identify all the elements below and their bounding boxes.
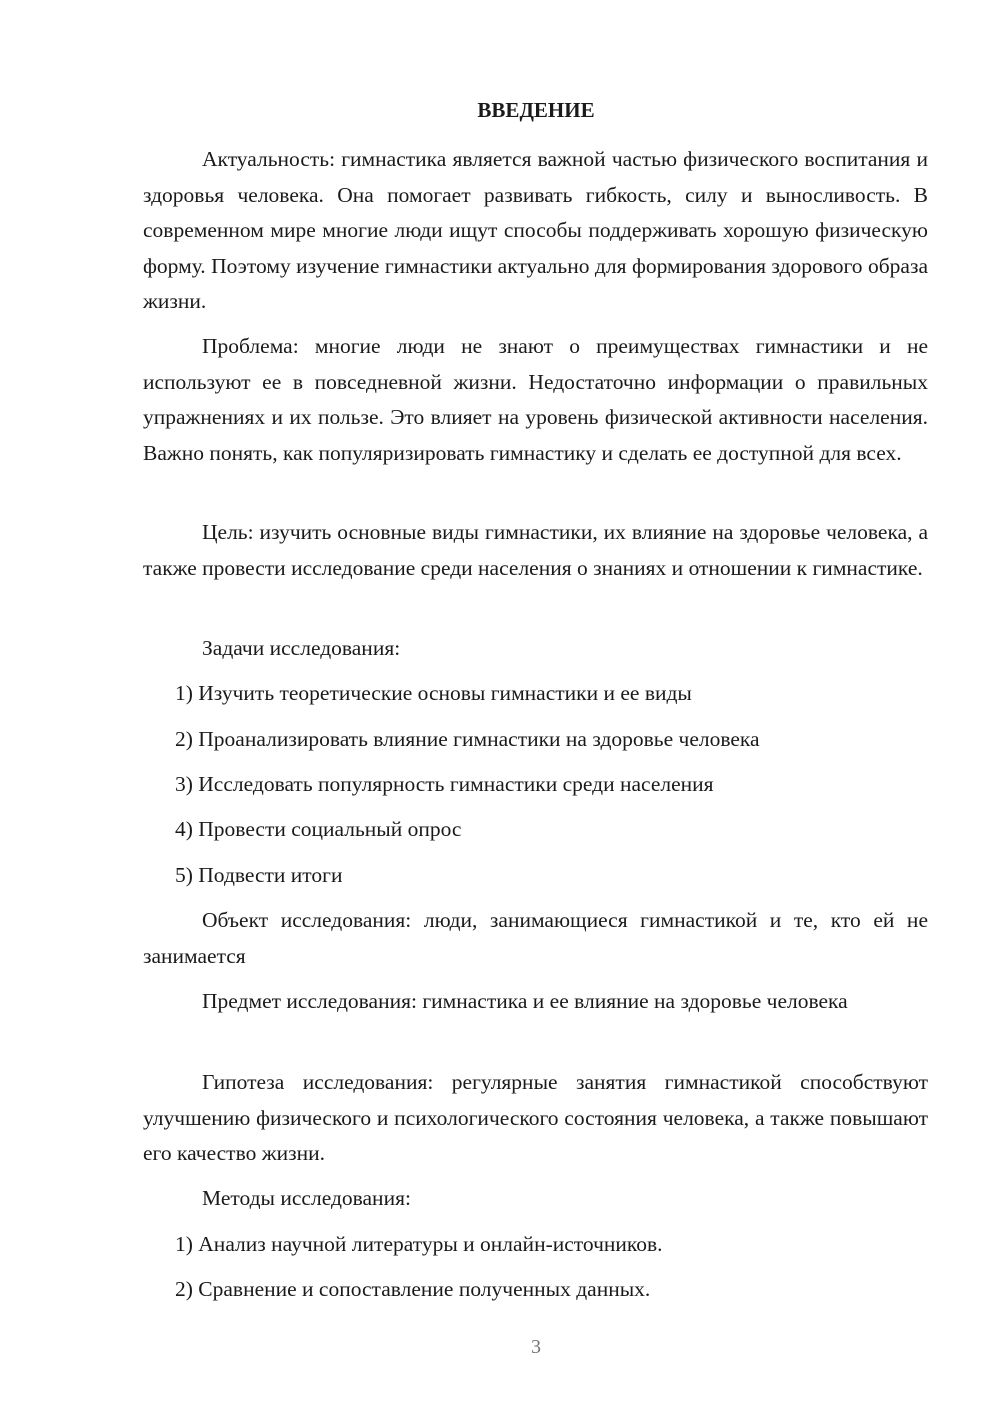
paragraph-problem: Проблема: многие люди не знают о преимуществах гимнастики и не используют ее в повседневной жизни. Недостаточно информации о правильных упражнениях и их пользе. Это влияет на уровень физической активности населения. Важно понять, как популяризировать гимнастику и сделать ее доступной для всех. — [143, 334, 928, 465]
task-item-3: 3) Исследовать популярность гимнастики среди населения — [175, 772, 714, 796]
method-item-2: 2) Сравнение и сопоставление полученных данных. — [175, 1277, 651, 1301]
page-number: 3 — [531, 1336, 541, 1358]
task-item-4: 4) Провести социальный опрос — [175, 817, 462, 841]
task-item-2: 2) Проанализировать влияние гимнастики на здоровье человека — [175, 727, 760, 751]
paragraph-relevance: Актуальность: гимнастика является важной частью физического воспитания и здоровья человека. Она помогает развивать гибкость, силу и выносливость. В современном мире многие люди ищут способы поддерживать хорошую физическую форму. Поэтому изучение гимнастики актуально для формирования здорового образа жизни. — [143, 147, 928, 313]
method-item-1: 1) Анализ научной литературы и онлайн-источников. — [175, 1232, 663, 1256]
paragraph-goal: Цель: изучить основные виды гимнастики, их влияние на здоровье человека, а также провести исследование среди населения о знаниях и отношении к гимнастике. — [143, 520, 928, 580]
task-item-5: 5) Подвести итоги — [175, 863, 343, 887]
paragraph-object: Объект исследования: люди, занимающиеся гимнастикой и те, кто ей не занимается — [143, 908, 928, 968]
tasks-label: Задачи исследования: — [202, 636, 401, 660]
paragraph-hypothesis: Гипотеза исследования: регулярные занятия гимнастикой способствуют улучшению физического и психологического состояния человека, а также повышают его качество жизни. — [143, 1070, 928, 1165]
paragraph-subject: Предмет исследования: гимнастика и ее влияние на здоровье человека — [202, 989, 848, 1013]
methods-label: Методы исследования: — [202, 1186, 411, 1210]
task-item-1: 1) Изучить теоретические основы гимнастики и ее виды — [175, 681, 692, 705]
section-heading: ВВЕДЕНИЕ — [477, 98, 595, 122]
